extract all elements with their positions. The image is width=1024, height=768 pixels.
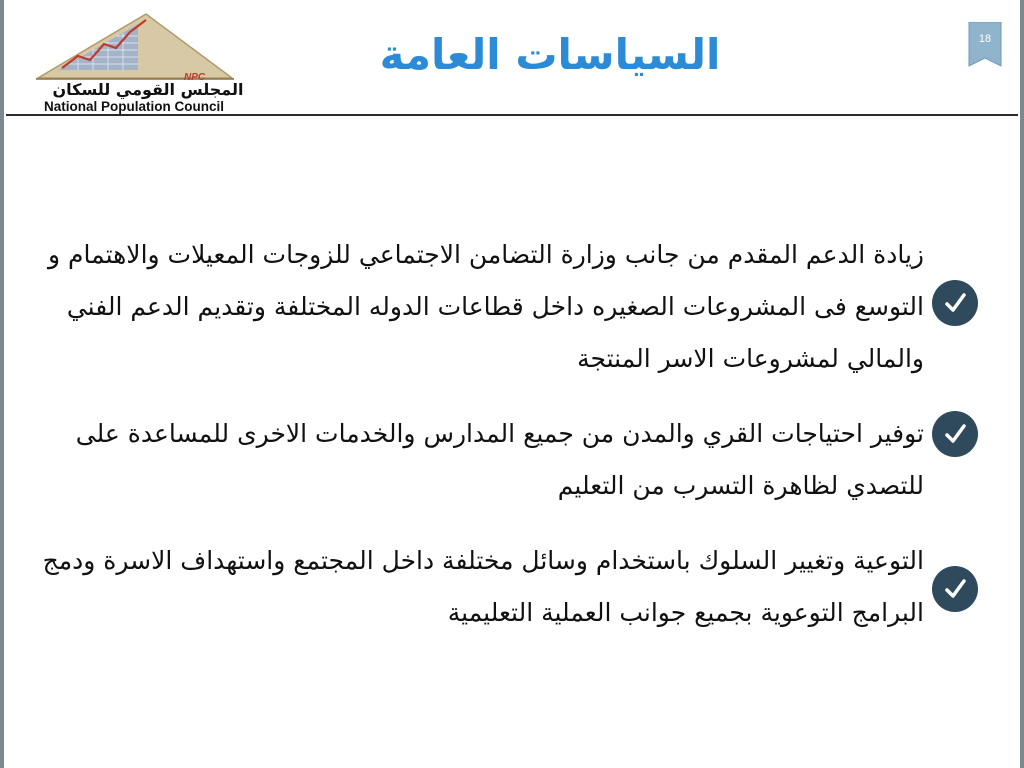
bullet-2-check [932,411,978,457]
slide-frame-right [1020,0,1024,768]
bullet-3-check [932,566,978,612]
logo-abbreviation: NPC [184,72,206,83]
logo-english-name: National Population Council [44,99,224,114]
logo-graphic [18,10,243,85]
check-icon [932,566,978,612]
check-icon [932,411,978,457]
slide-title: السياسات العامة [379,30,721,79]
slide-frame-left [0,0,4,768]
page-number-badge [967,22,1003,68]
bullet-2-text: توفير احتياجات القري والمدن من جميع المدارس والخدمات الاخرى للمساعدة على للتصدي لظاهرة التسرب من التعليم [75,419,924,500]
bullet-3-text: التوعية وتغيير السلوك باستخدام وسائل مختلفة داخل المجتمع واستهداف الاسرة ودمج البرامج التوعوية بجميع جوانب العملية التعليمية [42,546,924,627]
check-icon [932,280,978,326]
bookmark-icon [967,22,1003,68]
logo-arabic-name: المجلس القومي للسكان [52,80,244,99]
bullet-1-check [932,280,978,326]
header-divider [6,114,1018,116]
page-number: 18 [978,33,992,45]
bullet-1-text: زيادة الدعم المقدم من جانب وزارة التضامن الاجتماعي للزوجات المعيلات والاهتمام و التوسع فى المشروعات الصغيره داخل قطاعات الدوله المختلفة وتقديم الدعم الفني والمالي لمشروعات الاسر المنتجة [48,240,924,373]
npc-logo [18,10,244,114]
